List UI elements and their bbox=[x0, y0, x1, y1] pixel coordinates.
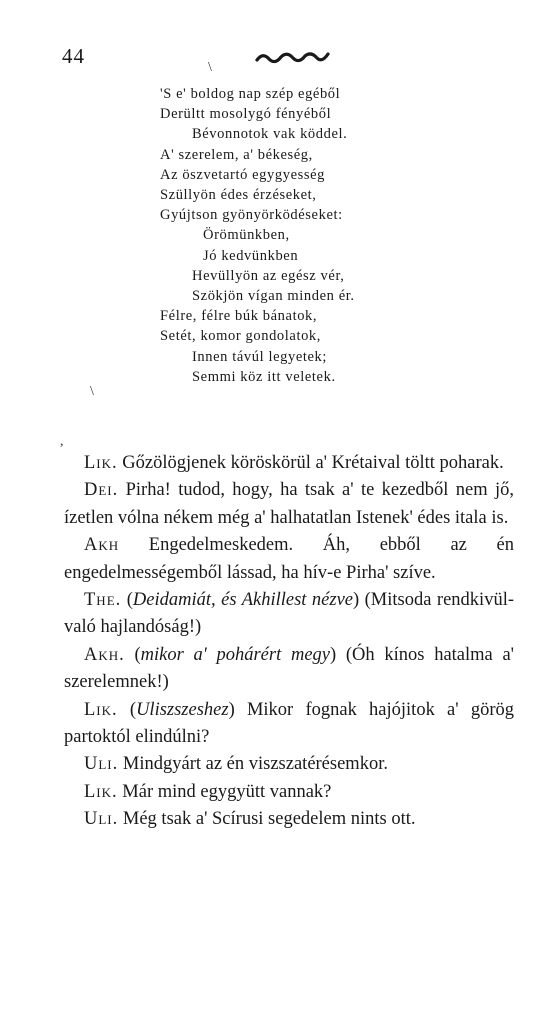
stray-mark: \ bbox=[208, 60, 212, 75]
dialogue-text: ) (Mitsoda rendkivül-való hajlandóság!) bbox=[64, 590, 514, 638]
dialogue-line bbox=[64, 642, 514, 697]
speaker-name: Lik. bbox=[84, 781, 118, 802]
poem-line: Gyújtson gyönyörködéseket: bbox=[160, 207, 343, 223]
dialogue-text: ) Mikor fognak hajójitok a' görög partoktól elindúlni? bbox=[64, 699, 514, 748]
page-number: 44 bbox=[62, 44, 85, 68]
dialogue-text: ( bbox=[134, 644, 141, 665]
speaker-name: Uli. bbox=[84, 754, 119, 775]
poem-line: Innen távúl legyetek; bbox=[192, 349, 328, 365]
speaker-name: Dei. bbox=[84, 480, 119, 501]
dialogue-line bbox=[64, 779, 514, 806]
speaker-name: Akh. bbox=[84, 644, 125, 665]
poem-line: Hevüllyön az egész vér, bbox=[192, 268, 345, 284]
poem-line: Bévonnotok vak köddel. bbox=[192, 126, 348, 142]
poem-line: Szüllyön édes érzéseket, bbox=[160, 187, 317, 203]
dialogue-line bbox=[64, 450, 514, 477]
poem-line: Setét, komor gondolatok, bbox=[160, 328, 321, 344]
dialogue-text: Már mind egygyütt vannak? bbox=[122, 781, 332, 802]
dialogue-text: Engedelmeskedem. Áh, ebből az én engedelmességemből lássad, ha hív-e Pirha' szíve. bbox=[64, 535, 514, 583]
dialogue-text: Mindgyárt az én viszszatérésemkor. bbox=[122, 754, 388, 775]
stage-direction: mikor a' pohárért megy bbox=[140, 644, 330, 665]
dialogue-text: Gőzölögjenek köröskörül a' Krétaival töltt poharak. bbox=[122, 453, 504, 473]
dialogue bbox=[64, 450, 514, 834]
dialogue-text: ( bbox=[129, 699, 137, 720]
poem-line: Félre, félre búk bánatok, bbox=[160, 308, 318, 324]
stray-mark: \ bbox=[90, 384, 94, 399]
dialogue-line bbox=[64, 806, 514, 833]
stage-direction: Deidamiát, és Akhillest nézve bbox=[132, 590, 353, 611]
speaker-name: Akh bbox=[84, 535, 120, 556]
stray-mark: , bbox=[60, 434, 64, 449]
poem-line: Szökjön vígan minden ér. bbox=[192, 288, 355, 304]
dialogue-text: Még tsak a' Scírusi segedelem nints ott. bbox=[122, 809, 416, 830]
poem-line: Semmi köz itt veletek. bbox=[192, 369, 336, 385]
dialogue-line bbox=[64, 477, 514, 532]
dialogue-line bbox=[64, 532, 514, 587]
speaker-name: The. bbox=[84, 590, 122, 611]
poem-line: 'S e' boldog nap szép egéből bbox=[160, 86, 341, 102]
dialogue-line bbox=[64, 587, 514, 642]
poem-line: Jó kedvünkben bbox=[203, 248, 299, 264]
poem-line: Örömünkben, bbox=[203, 227, 290, 243]
stage-direction: Uliszszeshez bbox=[136, 699, 229, 720]
dialogue-text: ) (Óh kínos hatalma a' szerelemnek!) bbox=[64, 644, 515, 693]
speaker-name: Lik. bbox=[84, 699, 118, 720]
ornament-icon bbox=[255, 50, 330, 66]
poem-line: A' szerelem, a' békeség, bbox=[160, 147, 313, 163]
poem-line: Derültt mosolygó fényéből bbox=[160, 106, 332, 122]
dialogue-text: Pirha! tudod, hogy, ha tsak a' te kezedből nem jő, ízetlen vólna nékem még a' halhatatlan Istenek' édes itala is. bbox=[64, 480, 514, 528]
dialogue-text: ( bbox=[126, 590, 133, 611]
speaker-name: Uli. bbox=[84, 809, 119, 830]
speaker-name: Lik. bbox=[84, 453, 118, 473]
dialogue-line bbox=[64, 751, 514, 778]
dialogue-line bbox=[64, 697, 514, 752]
poem-line: Az öszvetartó egygyesség bbox=[160, 167, 325, 183]
